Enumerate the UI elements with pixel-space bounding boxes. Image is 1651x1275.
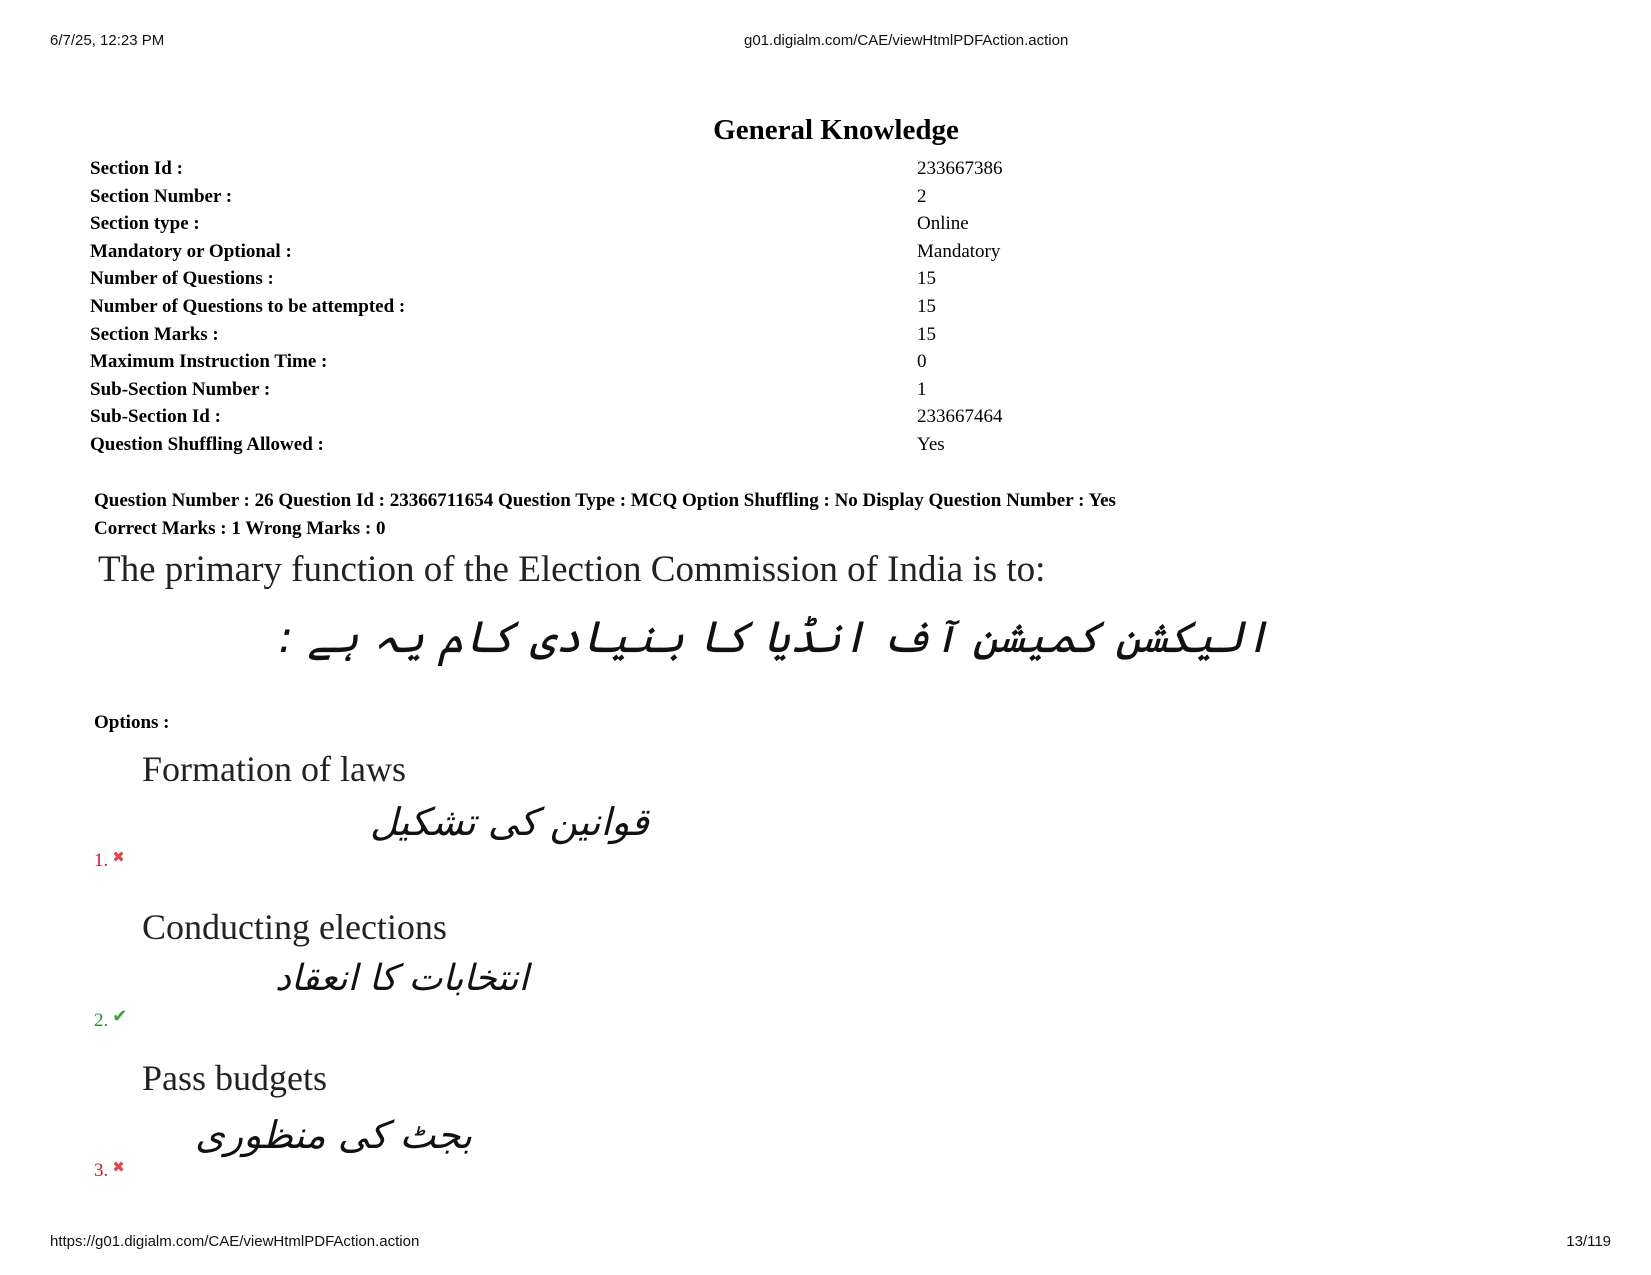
info-row-subsection-id [90, 403, 1003, 431]
info-label: Section type : [90, 213, 200, 235]
option-number: 1. [94, 850, 109, 871]
info-label: Section Marks : [90, 323, 219, 345]
option-number: 2. [94, 1010, 109, 1031]
info-label: Sub-Section Number : [90, 378, 271, 400]
info-label: Number of Questions : [90, 268, 274, 290]
info-label: Section Number : [90, 185, 233, 207]
page-number: 13/119 [1566, 1233, 1611, 1250]
print-header-url: g01.digialm.com/CAE/viewHtmlPDFAction.action [744, 32, 1069, 49]
info-value: Yes [917, 433, 945, 455]
info-row-questions-to-attempt [90, 293, 1003, 321]
question-marks: Correct Marks : 1 Wrong Marks : 0 [94, 518, 386, 539]
info-value: 15 [917, 268, 936, 290]
info-row-instruction-time [90, 348, 1003, 376]
option-1-marker [94, 848, 125, 872]
print-footer-url: https://g01.digialm.com/CAE/viewHtmlPDFAction.action [50, 1233, 420, 1250]
option-2-text-urdu: انتخابات کا انعقاد [275, 958, 529, 999]
info-value: Online [917, 213, 969, 235]
option-3-marker [94, 1158, 125, 1182]
info-value: 233667464 [917, 406, 1003, 428]
options-label: Options : [94, 712, 170, 733]
info-row-number-of-questions [90, 265, 1003, 293]
info-label: Section Id : [90, 158, 183, 179]
info-value: 1 [917, 378, 927, 400]
info-row-section-type [90, 210, 1003, 238]
question-text-english: The primary function of the Election Commission of India is to: [98, 549, 1046, 590]
option-1-text-english: Formation of laws [142, 749, 406, 789]
info-row-mandatory [90, 238, 1003, 266]
info-row-section-id [90, 155, 1003, 183]
option-2-marker [94, 1006, 127, 1032]
info-label: Number of Questions to be attempted : [90, 295, 406, 317]
cross-icon: ✖ [112, 850, 125, 866]
info-label: Maximum Instruction Time : [90, 351, 328, 373]
info-row-section-marks [90, 321, 1003, 349]
info-value: 2 [917, 185, 927, 207]
info-value: Mandatory [917, 240, 1001, 262]
print-datetime: 6/7/25, 12:23 PM [50, 32, 165, 49]
cross-icon: ✖ [112, 1160, 125, 1176]
info-label: Question Shuffling Allowed : [90, 433, 324, 455]
section-info-table [90, 155, 1003, 459]
info-row-section-number [90, 183, 1003, 211]
option-3-text-urdu: بجٹ کی منظوری [195, 1113, 473, 1157]
info-row-shuffling [90, 431, 1003, 459]
option-number: 3. [94, 1160, 109, 1181]
check-icon: ✔ [112, 1006, 128, 1026]
option-3-text-english: Pass budgets [142, 1058, 328, 1098]
info-value: 0 [917, 351, 927, 373]
question-text-urdu: الیکشن کمیشن آف انڈیا کا بنیادی کام یہ ہے : [278, 612, 1270, 663]
info-value: 15 [917, 323, 936, 345]
info-value: 15 [917, 295, 936, 317]
option-2-text-english: Conducting elections [142, 907, 447, 947]
info-value: 233667386 [917, 158, 1003, 179]
question-meta: Question Number : 26 Question Id : 23366711654 Question Type : MCQ Option Shuffling : No Display Question Number : Yes [94, 490, 1116, 511]
info-label: Mandatory or Optional : [90, 240, 292, 262]
option-1-text-urdu: قوانین کی تشکیل [370, 800, 649, 844]
section-title: General Knowledge [713, 114, 959, 146]
info-label: Sub-Section Id : [90, 406, 221, 428]
info-row-subsection-number [90, 376, 1003, 404]
